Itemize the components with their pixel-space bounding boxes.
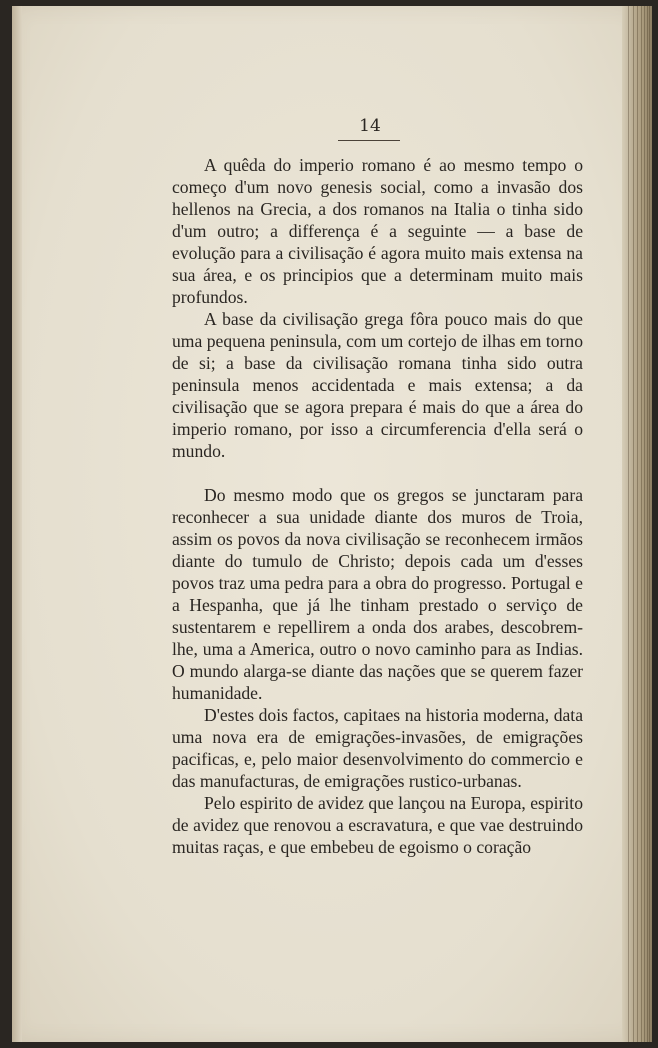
page-number: 14	[359, 116, 381, 136]
paragraph: A quêda do imperio romano é ao mesmo tempo o começo d'um novo genesis social, como a invasão dos hellenos na Grecia, a dos romanos na Italia o tinha sido d'um outro; a differença é a seguinte — a base de evolução para a civilisação é agora muito mais extensa na sua área, e os principios que a determinam muito mais profundos.	[172, 155, 583, 307]
page-edges	[622, 6, 652, 1042]
paragraph: A base da civilisação grega fôra pouco mais do que uma pequena peninsula, com um cortejo de ilhas em torno de si; a base da civilisação romana tinha sido outra peninsula menos accidentada e mais extensa; a da civilisação que se agora prepara é mais do que a área do imperio romano, por isso a circumferencia d'ella será o mundo.	[172, 309, 583, 461]
paragraph: Do mesmo modo que os gregos se junctaram para reconhecer a sua unidade diante dos muros de Troia, assim os povos da nova civilisação se reconhecem irmãos diante do tumulo de Christo; depois cada um d'esses povos traz uma pedra para a obra do progresso. Portugal e a Hespanha, que já lhe tinham prestado o serviço de sustentarem e repellirem a onda dos arabes, descobrem-lhe, uma a America, outro o novo caminho para as Indias. O mundo alarga-se diante das nações que se querem fazer humanidade.	[172, 485, 583, 703]
paragraph: D'estes dois factos, capitaes na historia moderna, data uma nova era de emigrações-invasões, de emigrações pacificas, e, pelo maior desenvolvimento do commercio e das manufacturas, de emigrações rustico-urbanas.	[172, 705, 583, 791]
header-rule	[338, 140, 400, 141]
body-text	[172, 154, 583, 858]
page-gutter	[12, 6, 22, 1042]
paragraph: Pelo espirito de avidez que lançou na Europa, espirito de avidez que renovou a escravatura, e que vae destruindo muitas raças, e que embebeu de egoismo o coração	[172, 793, 583, 857]
